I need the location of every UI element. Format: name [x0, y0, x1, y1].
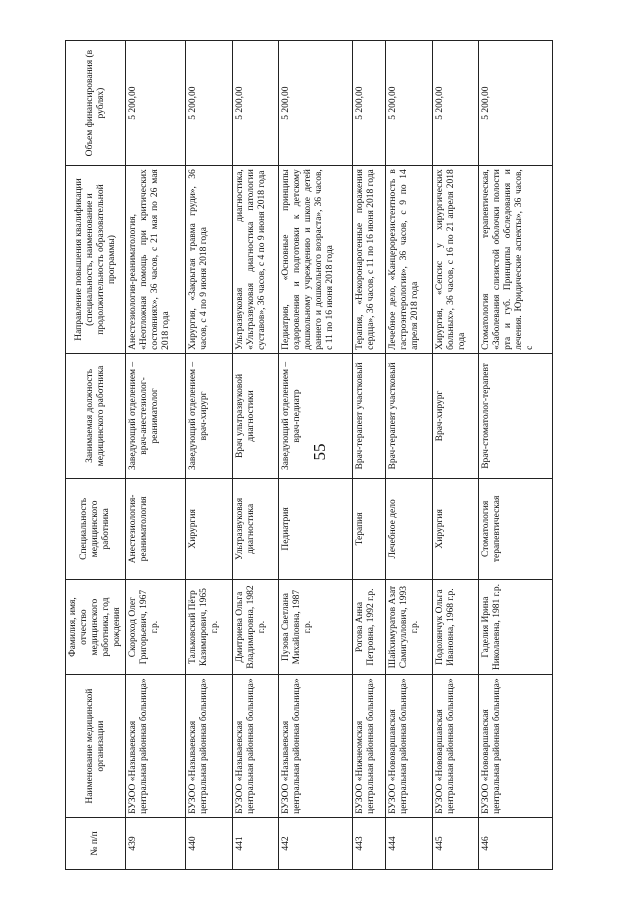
- cell-spec: Хирургия: [432, 479, 479, 580]
- cell-org: БУЗОО «Называевская центральная районная больница»: [186, 675, 233, 818]
- table-row: [479, 41, 553, 870]
- page-number: 55: [310, 443, 329, 461]
- table-row: [432, 41, 479, 870]
- cell-sum: 5 200,00: [126, 41, 186, 166]
- header-num: № п/п: [66, 817, 126, 869]
- header-spec: Специальность медицинского работника: [66, 479, 126, 580]
- cell-dir: Анестезиология-реаниматология, «Неотложная помощь при критических состояниях», 36 часов, с 21 мая по 26 мая 2018 года: [126, 166, 186, 354]
- cell-org: БУЗОО «Нижнеомская центральная районная больница»: [352, 675, 385, 818]
- cell-dir: Хирургия, «Сепсис у хирургических больных», 36 часов, с 16 по 21 апреля 2018 года: [432, 166, 479, 354]
- cell-org: БУЗОО «Нововаршавская центральная районная больница»: [386, 675, 433, 818]
- cell-org: БУЗОО «Называевская центральная районная больница»: [279, 675, 353, 818]
- cell-num: 444: [386, 817, 433, 869]
- cell-num: 440: [186, 817, 233, 869]
- header-org: Наименование медицинской организации: [66, 675, 126, 818]
- cell-fio: Пузова Светлана Михайловна, 1987 г.р.: [279, 579, 353, 675]
- cell-num: 439: [126, 817, 186, 869]
- header-fio: Фамилия, имя, отчество медицинского работника, год рождения: [66, 579, 126, 675]
- cell-fio: Рогова Анна Петровна, 1992 г.р.: [352, 579, 385, 675]
- cell-dir: Ультразвуковая диагностика, «Ультразвуковая диагностика патологии суставов», 36 часов, с 4 по 9 июня 2018 года: [232, 166, 279, 354]
- cell-dir: Педиатрия, «Основные принципы оздоровления и подготовки к детскому дошкольному учреждению и школе детей раннего и дошкольного возраста», 36 часов, с 11 по 16 июня 2018 года: [279, 166, 353, 354]
- cell-fio: Скороход Олег Григорьевич, 1967 г.р.: [126, 579, 186, 675]
- cell-spec: Стоматология терапевтическая: [479, 479, 553, 580]
- table-header-row: [66, 41, 126, 870]
- cell-sum: 5 200,00: [352, 41, 385, 166]
- cell-spec: Ультразвуковая диагностика: [232, 479, 279, 580]
- table-row: [352, 41, 385, 870]
- cell-num: 446: [479, 817, 553, 869]
- cell-sum: 5 200,00: [386, 41, 433, 166]
- cell-pos: Заведующий отделением – врач-анестезиолог-реаниматолог: [126, 353, 186, 478]
- cell-num: 441: [232, 817, 279, 869]
- cell-sum: 5 200,00: [186, 41, 233, 166]
- cell-pos: Заведующий отделением – врач-хирург: [186, 353, 233, 478]
- cell-pos: Врач-терапевт участковый: [352, 353, 385, 478]
- table-row: [186, 41, 233, 870]
- rotated-table-container: [65, 40, 553, 870]
- cell-dir: Хирургия, «Закрытая травма груди», 36 часов, с 4 по 9 июня 2018 года: [186, 166, 233, 354]
- header-sum: Объем финансирования (в рублях): [66, 41, 126, 166]
- cell-spec: Терапия: [352, 479, 385, 580]
- cell-pos: Врач ультразвуковой диагностики: [232, 353, 279, 478]
- cell-sum: 5 200,00: [232, 41, 279, 166]
- cell-fio: Дмитриева Ольга Владимировна, 1982 г.р.: [232, 579, 279, 675]
- cell-fio: Тальковский Пётр Казимирович, 1965 г.р.: [186, 579, 233, 675]
- cell-num: 443: [352, 817, 385, 869]
- table-row: [232, 41, 279, 870]
- cell-sum: 5 200,00: [432, 41, 479, 166]
- cell-spec: Хирургия: [186, 479, 233, 580]
- cell-spec: Анестезиология-реаниматология: [126, 479, 186, 580]
- header-pos: Занимаемая должность медицинского работника: [66, 353, 126, 478]
- cell-pos: Врач-терапевт участковый: [386, 353, 433, 478]
- cell-fio: Гаделия Ирина Николаевна, 1981 г.р.: [479, 579, 553, 675]
- cell-pos: Заведующий отделением – врач-педиатр: [279, 353, 353, 478]
- cell-sum: 5 200,00: [479, 41, 553, 166]
- cell-org: БУЗОО «Называевская центральная районная больница»: [126, 675, 186, 818]
- table-row: [279, 41, 353, 870]
- cell-org: БУЗОО «Нововаршавская центральная районная больница»: [479, 675, 553, 818]
- table-row: [386, 41, 433, 870]
- cell-spec: Педиатрия: [279, 479, 353, 580]
- cell-pos: Врач-стоматолог-терапевт: [479, 353, 553, 478]
- cell-fio: Шайхимуратов Азат Самигуллович, 1993 г.р.: [386, 579, 433, 675]
- cell-spec: Лечебное дело: [386, 479, 433, 580]
- cell-dir: Стоматология терапевтическая, «Заболевания слизистой оболочки полости рта и губ. Принципы обследования и лечения. Юридические аспекты», 36 часов, с: [479, 166, 553, 354]
- registry-table: [65, 40, 553, 870]
- cell-dir: Лечебное дело, «Канцерорезистентность в гастроэнтерологии», 36 часов, с 9 по 14 апреля 2018 года: [386, 166, 433, 354]
- table-row: [126, 41, 186, 870]
- cell-num: 442: [279, 817, 353, 869]
- cell-fio: Подолянчук Ольга Ивановна, 1968 г.р.: [432, 579, 479, 675]
- cell-org: БУЗОО «Называевская центральная районная больница»: [232, 675, 279, 818]
- cell-org: БУЗОО «Нововаршавская центральная районная больница»: [432, 675, 479, 818]
- header-dir: Направление повышения квалификации (специальность, наименование и продолжительность образовательной программы): [66, 166, 126, 354]
- cell-dir: Терапия, «Некоронарогенные поражения сердца», 36 часов, с 11 по 16 июня 2018 года: [352, 166, 385, 354]
- cell-sum: 5 200,00: [279, 41, 353, 166]
- cell-pos: Врач-хирург: [432, 353, 479, 478]
- cell-num: 445: [432, 817, 479, 869]
